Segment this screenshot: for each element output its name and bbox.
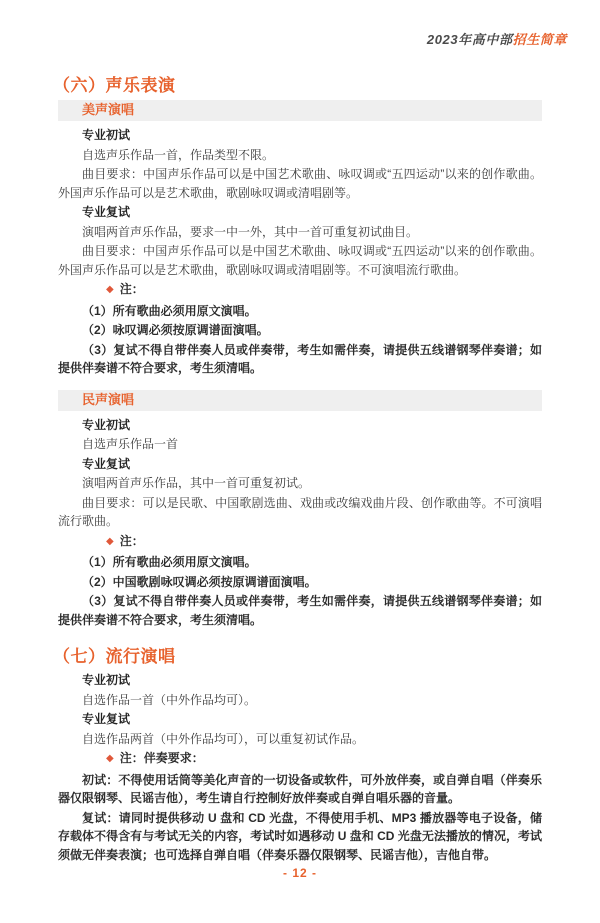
note-label: 注： [119,282,144,296]
note-item: （1）所有歌曲必须用原文演唱。 [82,555,257,569]
note-label: 注：伴奏要求： [119,751,204,765]
note-label-line [58,532,542,553]
paragraph: 演唱两首声乐作品，要求一中一外，其中一首可重复初试曲目。 [82,224,419,239]
paragraph: 自选声乐作品一首 [82,437,179,451]
subsection-label: 民声演唱 [82,391,135,407]
note-item: （2）中国歌剧咏叹调必须按原调谱面演唱。 [82,574,317,589]
subsection-label-bar [58,100,542,121]
page-content [53,76,542,865]
note-item: （3）复试不得自带伴奏人员或伴奏带，考生如需伴奏，请提供五线谱钢琴伴奏谱；如提供伴奏谱不符合要求，考生须清唱。 [58,342,542,375]
page-header [427,29,567,48]
section-vocal-performance [53,76,542,629]
round2-heading: 专业复试 [82,456,131,471]
section-pop-singing [53,647,542,864]
paragraph: 曲目要求：中国声乐作品可以是中国艺术歌曲、咏叹调或“五四运动”以来的创作歌曲。外国声乐作品可以是艺术歌曲，歌剧咏叹调或清唱剧等。 [58,167,542,200]
diamond-bullet-icon: ◆ [106,535,114,547]
round2-heading: 专业复试 [82,712,131,726]
header-title-highlight: 招生简章 [512,32,567,47]
header-title-prefix: 2023年高中部 [426,32,513,47]
paragraph: 自选作品一首（中外作品均可）。 [82,692,257,707]
note-item: （1）所有歌曲必须用原文演唱。 [82,303,257,318]
diamond-bullet-icon: ◆ [106,284,114,295]
diamond-bullet-icon: ◆ [106,753,114,764]
note-item: 初试：不得使用话筒等美化声音的一切设备或软件，可外放伴奏，或自弹自唱（伴奏乐器仅限钢琴、民谣吉他），考生请自行控制好放伴奏或自弹自唱乐器的音量。 [58,772,542,805]
subsection-bel-canto [58,100,542,378]
page-number: - 12 - [282,866,317,880]
subsection-label-bar [58,390,542,411]
paragraph: 曲目要求：中国声乐作品可以是中国艺术歌曲、咏叹调或“五四运动”以来的创作歌曲。外国声乐作品可以是艺术歌曲，歌剧咏叹调或清唱剧等。不可演唱流行歌曲。 [58,244,542,277]
round1-heading: 专业初试 [82,128,131,142]
section-title-vocal: （六）声乐表演 [53,76,176,95]
note-item: （3）复试不得自带伴奏人员或伴奏带，考生如需伴奏，请提供五线谱钢琴伴奏谱；如提供伴奏谱不符合要求，考生须清唱。 [58,594,542,627]
note-item: （2）咏叹调必须按原调谱面演唱。 [82,323,269,337]
note-label: 注： [119,533,144,548]
paragraph: 自选声乐作品一首，作品类型不限。 [82,147,275,162]
note-label-line [58,749,542,770]
paragraph: 演唱两首声乐作品，其中一首可重复初试。 [82,476,311,490]
paragraph: 曲目要求：可以是民歌、中国歌剧选曲、戏曲或改编戏曲片段、创作歌曲等。不可演唱流行歌曲。 [58,495,542,528]
note-item: 复试：请同时提供移动 U 盘和 CD 光盘，不得使用手机、MP3 播放器等电子设备，储存载体不得含有与考试无关的内容，考试时如遇移动 U 盘和 CD 光盘无法播放的情况，考试须做无伴奏表演；也可选择自弹自唱（伴奏乐器仅限钢琴、民谣吉他），吉他自带。 [58,810,542,862]
section-title-pop: （七）流行演唱 [53,647,176,666]
subsection-folk-singing [58,390,542,630]
paragraph: 自选作品两首（中外作品均可），可以重复初试作品。 [82,731,365,746]
round1-heading: 专业初试 [82,673,131,687]
subsection-label: 美声演唱 [82,102,135,117]
round1-heading: 专业初试 [82,417,131,432]
note-label-line [58,280,542,301]
round2-heading: 专业复试 [82,205,131,219]
